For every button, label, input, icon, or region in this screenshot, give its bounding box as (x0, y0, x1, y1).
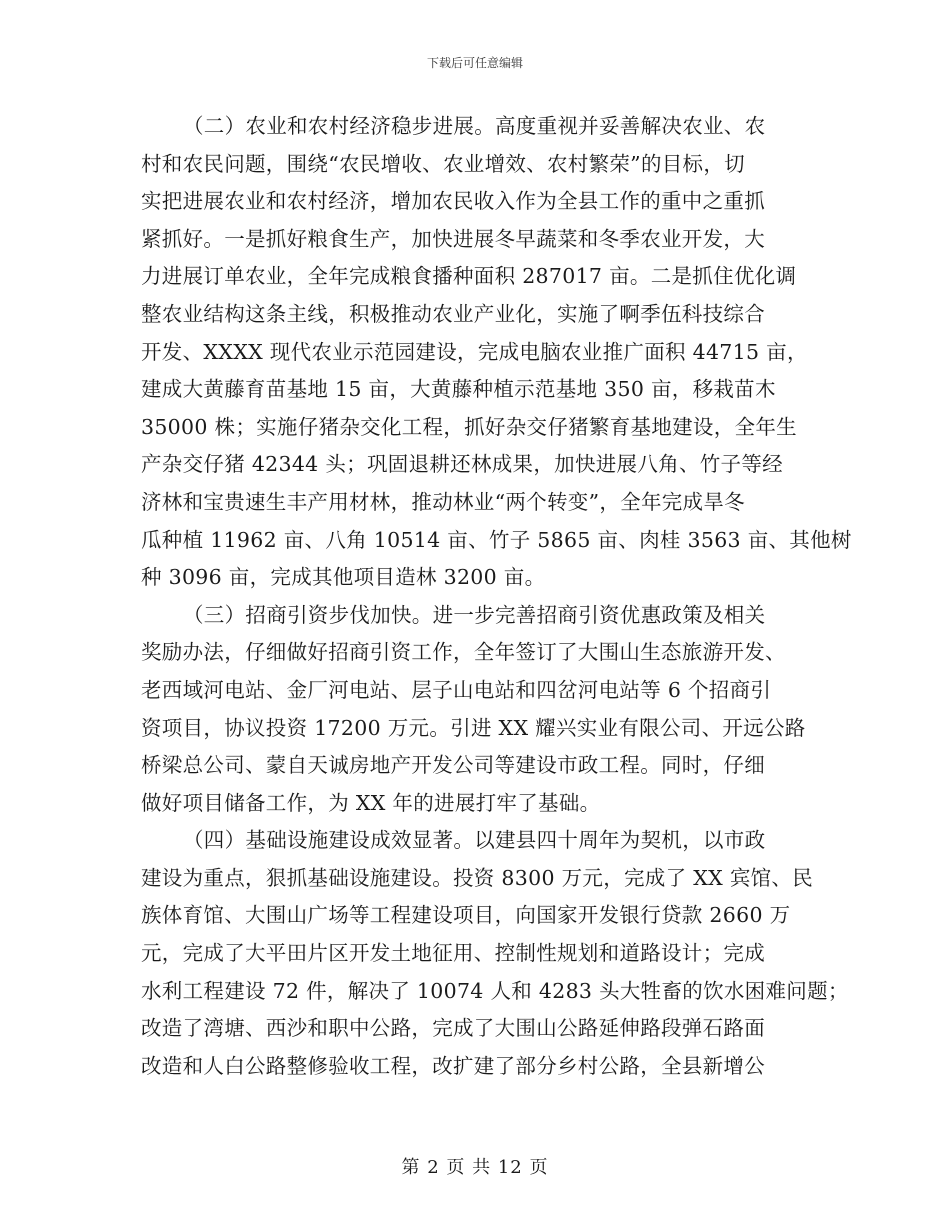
text-line: 奖励办法，仔细做好招商引资工作，全年签订了大围山生态旅游开发、 (141, 640, 786, 665)
text-line: 族体育馆、大围山广场等工程建设项目，向国家开发银行贷款 2660 万 (141, 903, 791, 928)
text-line: 紧抓好。一是抓好粮食生产，加快进展冬早蔬菜和冬季农业开发，大 (141, 226, 765, 251)
page-header: 下载后可任意编辑 (426, 56, 523, 70)
text-line: 种 3096 亩，完成其他项目造林 3200 亩。 (141, 565, 546, 590)
page-number: 第 2 页 共 12 页 (401, 1157, 549, 1178)
text-line: （四）基础设施建设成效显著。以建县四十周年为契机，以市政 (183, 828, 766, 853)
text-line: 建成大黄藤育苗基地 15 亩，大黄藤种植示范基地 350 亩，移栽苗木 (141, 377, 776, 402)
text-line: 做好项目储备工作，为 XX 年的进展打牢了基础。 (141, 790, 601, 815)
text-line: 实把进展农业和农村经济，增加农民收入作为全县工作的重中之重抓 (141, 189, 765, 214)
text-line: 改造了湾塘、西沙和职中公路，完成了大围山公路延伸路段弹石路面 (141, 1016, 765, 1041)
document-body (141, 108, 852, 1085)
text-line: 元，完成了大平田片区开发土地征用、控制性规划和道路设计；完成 (141, 941, 765, 966)
text-line: 老西域河电站、金厂河电站、层子山电站和四岔河电站等 6 个招商引 (141, 677, 772, 702)
paragraph-investment (141, 597, 821, 823)
text-line: 水利工程建设 72 件，解决了 10074 人和 4283 头大牲畜的饮水困难问题； (141, 978, 849, 1003)
paragraph-agriculture (141, 108, 852, 597)
text-line: 桥梁总公司、蒙自天诚房地产开发公司等建设市政工程。同时，仔细 (141, 753, 765, 778)
text-line: 整农业结构这条主线，积极推动农业产业化，实施了啊季伍科技综合 (141, 301, 765, 326)
paragraph-infrastructure (141, 822, 849, 1085)
text-line: 资项目，协议投资 17200 万元。引进 XX 耀兴实业有限公司、开远公路 (141, 715, 806, 740)
text-line: 改造和人白公路整修验收工程，改扩建了部分乡村公路，全县新增公 (141, 1053, 765, 1078)
text-line: 济林和宝贵速生丰产用材林，推动林业“两个转变”，全年完成旱冬 (141, 489, 745, 514)
text-line: （三）招商引资步伐加快。进一步完善招商引资优惠政策及相关 (183, 602, 766, 627)
text-line: 力进展订单农业，全年完成粮食播种面积 287017 亩。二是抓住优化调 (141, 264, 797, 289)
text-line: 开发、XXXX 现代农业示范园建设，完成电脑农业推广面积 44715 亩， (141, 339, 808, 364)
text-line: 35000 株；实施仔猪杂交化工程，抓好杂交仔猪繁育基地建设，全年生 (141, 414, 797, 439)
text-line: 产杂交仔猪 42344 头；巩固退耕还林成果，加快进展八角、竹子等经 (141, 452, 783, 477)
text-line: 村和农民问题，围绕“农民增收、农业增效、农村繁荣”的目标，切 (141, 151, 745, 176)
text-line: （二）农业和农村经济稳步进展。高度重视并妥善解决农业、农 (183, 114, 766, 138)
text-line: 瓜种植 11962 亩、八角 10514 亩、竹子 5865 亩、肉桂 3563 亩、其他树 (141, 527, 852, 552)
text-line: 建设为重点，狠抓基础设施建设。投资 8300 万元，完成了 XX 宾馆、民 (141, 865, 814, 890)
